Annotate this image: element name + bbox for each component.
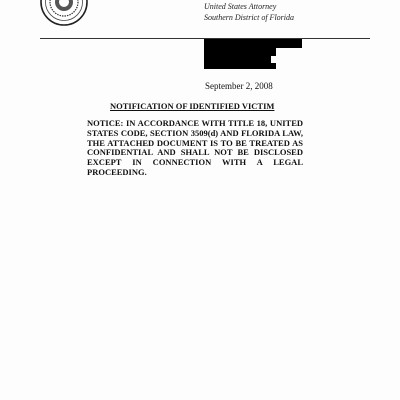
office-header bbox=[204, 1, 294, 23]
confidentiality-notice: NOTICE: IN ACCORDANCE WITH TITLE 18, UNITED STATES CODE, SECTION 3509(d) AND FLORIDA LAW, THE ATTACHED DOCUMENT IS TO BE TREATED AS CONFIDENTIAL AND SHALL NOT BE DISCLOSED EXCEPT IN CONNECTION WITH A LEGAL PROCEEDING. bbox=[87, 118, 303, 177]
letter-date: September 2, 2008 bbox=[205, 81, 273, 91]
department-seal-icon bbox=[40, 0, 88, 26]
document-heading: NOTIFICATION OF IDENTIFIED VICTIM bbox=[110, 101, 275, 111]
redaction-block bbox=[204, 56, 271, 63]
office-title: United States Attorney bbox=[204, 2, 277, 11]
redaction-block bbox=[204, 63, 276, 69]
redaction-block bbox=[204, 39, 302, 48]
redaction-block bbox=[204, 48, 276, 56]
office-district: Southern District of Florida bbox=[204, 13, 294, 22]
